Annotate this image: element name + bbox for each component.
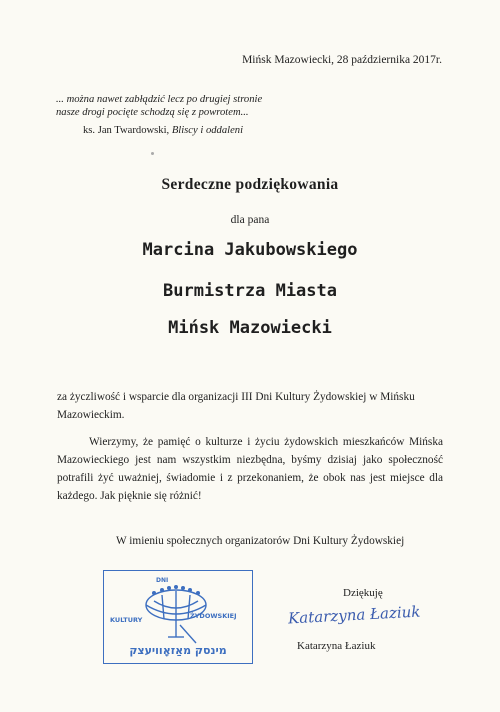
stamp-right-text: ŻYDOWSKIEJ (190, 612, 237, 620)
date-line: Mińsk Mazowiecki, 28 października 2017r. (242, 54, 442, 66)
motto-attribution (83, 125, 243, 136)
body-paragraph-2: Wierzymy, że pamięć o kulturze i życiu żydowskich mieszkańców Mińska Mazowieckiego jest nam wszystkim niezbędna, byśmy dzisiaj jako społeczność potrafili żyć uważniej, świadomie i z przekonaniem, że obok nas jest miejsce dla każdego. Jak pięknie się różnić! (57, 436, 443, 502)
motto-line-1: ... można nawet zabłądzić lecz po drugiej stronie (56, 94, 263, 105)
thanks-label: Dziękuję (343, 587, 383, 599)
signer-name: Katarzyna Łaziuk (297, 640, 376, 652)
motto-line-2: nasze drogi pocięte schodzą się z powrotem... (56, 107, 249, 118)
stamp-left-text: KULTURY (110, 616, 143, 624)
paper-speck (151, 152, 154, 155)
stamp-top-text: DNI (156, 577, 169, 584)
body-paragraph-1: za życzliwość i wsparcie dla organizacji III Dni Kultury Żydowskiej w Mińsku Mazowieckim. (57, 391, 415, 421)
recipient-city: Mińsk Mazowiecki (168, 318, 332, 338)
page-title: Serdeczne podziękowania (161, 176, 339, 193)
recipient-name: Marcina Jakubowskiego (142, 240, 358, 260)
motto-work: Bliscy i oddaleni (171, 125, 244, 136)
organizer-stamp (103, 570, 253, 664)
recipient-title: Burmistrza Miasta (163, 281, 337, 301)
motto-author: ks. Jan Twardowski, (83, 125, 170, 136)
handwritten-signature: Katarzyna Łaziuk (287, 602, 421, 628)
motto-quote (56, 93, 316, 119)
stamp-hebrew-text: מינסק מאַזאָוויעצק (129, 644, 227, 657)
closing-line: W imieniu społecznych organizatorów Dni Kultury Żydowskiej (116, 535, 405, 547)
recipient-intro: dla pana (230, 214, 270, 226)
